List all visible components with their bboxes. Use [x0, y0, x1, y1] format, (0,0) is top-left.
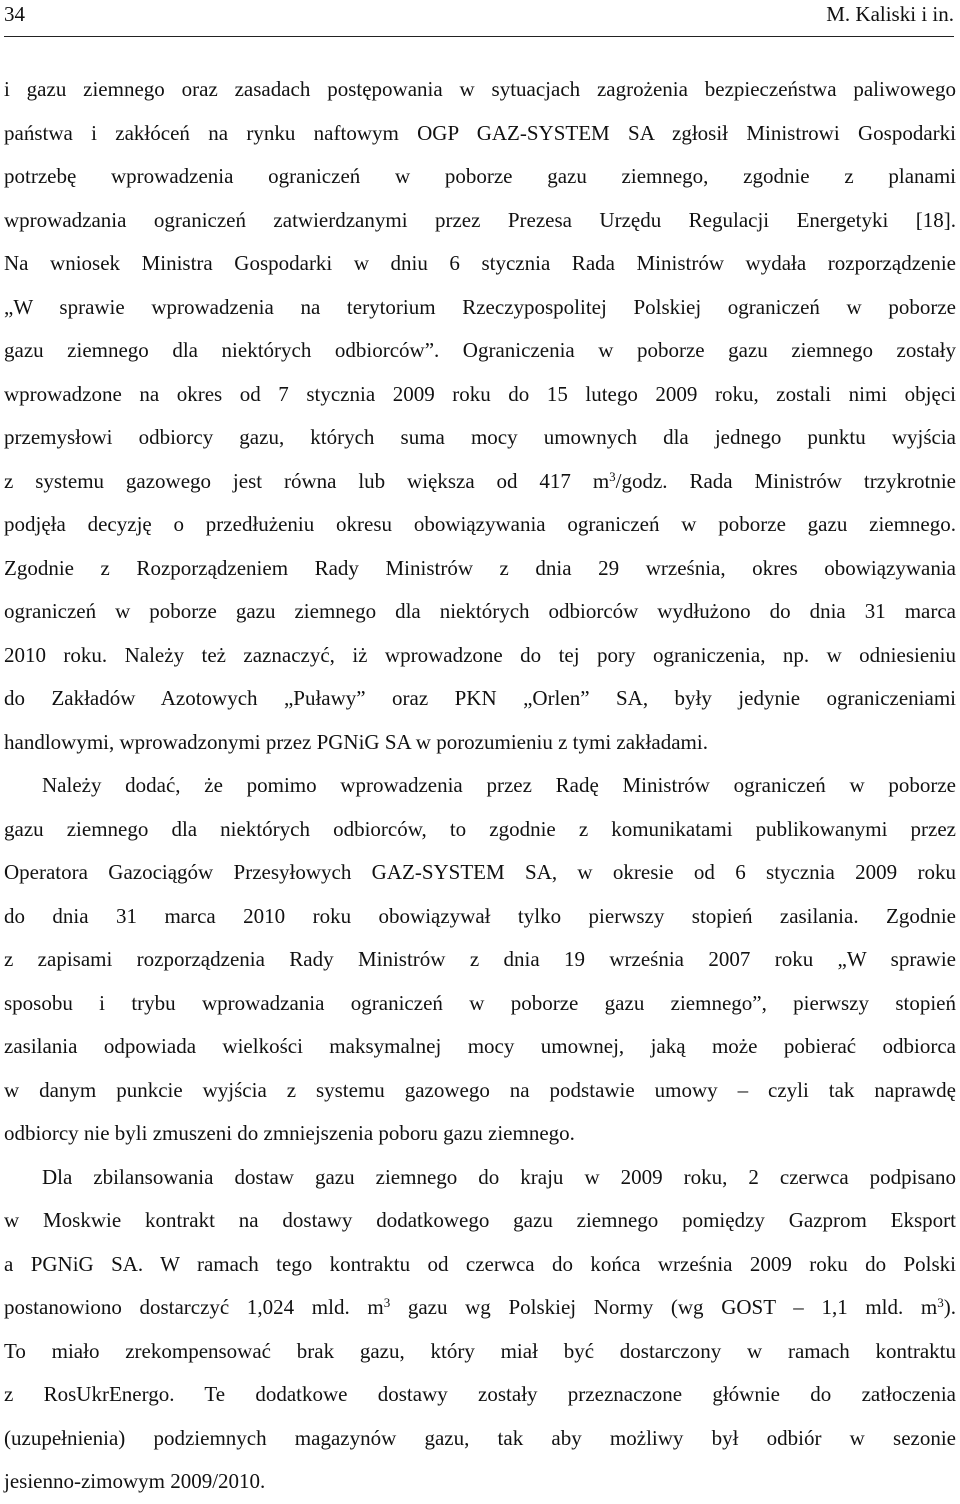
text-fragment: ).	[943, 1295, 956, 1319]
text-line: sposobu i trybu wprowadzania ograniczeń w poborze gazu ziemnego”, pierwszy stopień	[4, 990, 956, 1015]
text-line: Na wniosek Ministra Gospodarki w dniu 6 stycznia Rada Ministrów wydała rozporządzenie	[4, 251, 956, 275]
text-line: przemysłowi odbiorcy gazu, których suma mocy umownych dla jednego punktu wyjścia	[4, 425, 956, 449]
text-line: potrzebę wprowadzenia ograniczeń w poborze gazu ziemnego, zgodnie z planami	[4, 164, 956, 188]
text-line	[4, 1286, 956, 1330]
text-line: ograniczeń w poborze gazu ziemnego dla niektórych odbiorców wydłużono do dnia 31 marca	[4, 599, 956, 623]
text-line: wprowadzania ograniczeń zatwierdzanymi przez Prezesa Urzędu Regulacji Energetyki [18].	[4, 207, 956, 232]
text-line: i gazu ziemnego oraz zasadach postępowania w sytuacjach zagrożenia bezpieczeństwa paliwowego	[4, 77, 956, 101]
text-line: gazu ziemnego dla niektórych odbiorców, to zgodnie z komunikatami publikowanymi przez	[4, 816, 956, 841]
text-fragment: /godz. Rada Ministrów trzykrotnie	[615, 468, 956, 493]
superscript: 3	[609, 468, 616, 484]
text-line: 2010 roku. Należy też zaznaczyć, iż wprowadzone do tej pory ograniczenia, np. w odniesieniu	[4, 642, 956, 667]
body-text	[4, 68, 956, 1504]
text-line: w Moskwie kontrakt na dostawy dodatkowego gazu ziemnego pomiędzy Gazprom Eksport	[4, 1208, 956, 1232]
text-line: Operatora Gazociągów Przesyłowych GAZ-SYSTEM SA, w okresie od 6 stycznia 2009 roku	[4, 860, 956, 884]
text-line: jesienno-zimowym 2009/2010.	[4, 1469, 266, 1493]
text-line: To miało zrekompensować brak gazu, który miał być dostarczony w ramach kontraktu	[4, 1338, 956, 1363]
superscript: 3	[383, 1294, 391, 1310]
text-line: odbiorcy nie byli zmuszeni do zmniejszenia poboru gazu ziemnego.	[4, 1121, 575, 1145]
text-fragment: z systemu gazowego jest równa lub większa od 417 m	[4, 468, 610, 493]
text-line: „W sprawie wprowadzenia na terytorium Rzeczypospolitej Polskiej ograniczeń w poborze	[4, 294, 956, 319]
text-line: Zgodnie z Rozporządzeniem Rady Ministrów z dnia 29 września, okres obowiązywania	[4, 555, 956, 580]
text-line	[4, 460, 956, 504]
page-number: 34	[4, 2, 25, 26]
page-header	[4, 0, 954, 37]
text-line: do Zakładów Azotowych „Puławy” oraz PKN „Orlen” SA, były jedynie ograniczeniami	[4, 686, 956, 710]
text-line: do dnia 31 marca 2010 roku obowiązywał tylko pierwszy stopień zasilania. Zgodnie	[4, 903, 956, 928]
text-line: z zapisami rozporządzenia Rady Ministrów z dnia 19 września 2007 roku „W sprawie	[4, 947, 956, 971]
text-line: Dla zbilansowania dostaw gazu ziemnego do kraju w 2009 roku, 2 czerwca podpisano	[42, 1164, 956, 1189]
text-line: (uzupełnienia) podziemnych magazynów gazu, tak aby możliwy był odbiór w sezonie	[4, 1425, 956, 1450]
text-fragment: postanowiono dostarczyć 1,024 mld. m	[4, 1295, 384, 1319]
superscript: 3	[937, 1294, 944, 1310]
text-line: z RosUkrEnergo. Te dodatkowe dostawy zostały przeznaczone głównie do zatłoczenia	[4, 1382, 956, 1406]
text-line: wprowadzone na okres od 7 stycznia 2009 roku do 15 lutego 2009 roku, zostali nimi objęci	[4, 381, 956, 406]
text-line: handlowymi, wprowadzonymi przez PGNiG SA w porozumieniu z tymi zakładami.	[4, 729, 708, 754]
text-line: w danym punkcie wyjścia z systemu gazowego na podstawie umowy – czyli tak naprawdę	[4, 1077, 956, 1102]
text-line: zasilania odpowiada wielkości maksymalnej mocy umownej, jaką może pobierać odbiorca	[4, 1034, 956, 1058]
text-line: a PGNiG SA. W ramach tego kontraktu od czerwca do końca września 2009 roku do Polski	[4, 1251, 956, 1276]
text-line: państwa i zakłóceń na rynku naftowym OGP GAZ-SYSTEM SA zgłosił Ministrowi Gospodarki	[4, 120, 956, 145]
running-head: M. Kaliski i in.	[826, 2, 954, 26]
text-fragment: gazu wg Polskiej Normy (wg GOST – 1,1 mld. m	[390, 1295, 938, 1319]
text-line: Należy dodać, że pomimo wprowadzenia przez Radę Ministrów ograniczeń w poborze	[42, 773, 956, 797]
text-line: podjęła decyzję o przedłużeniu okresu obowiązywania ograniczeń w poborze gazu ziemnego.	[4, 512, 956, 536]
text-line: gazu ziemnego dla niektórych odbiorców”. Ograniczenia w poborze gazu ziemnego zostały	[4, 338, 956, 362]
